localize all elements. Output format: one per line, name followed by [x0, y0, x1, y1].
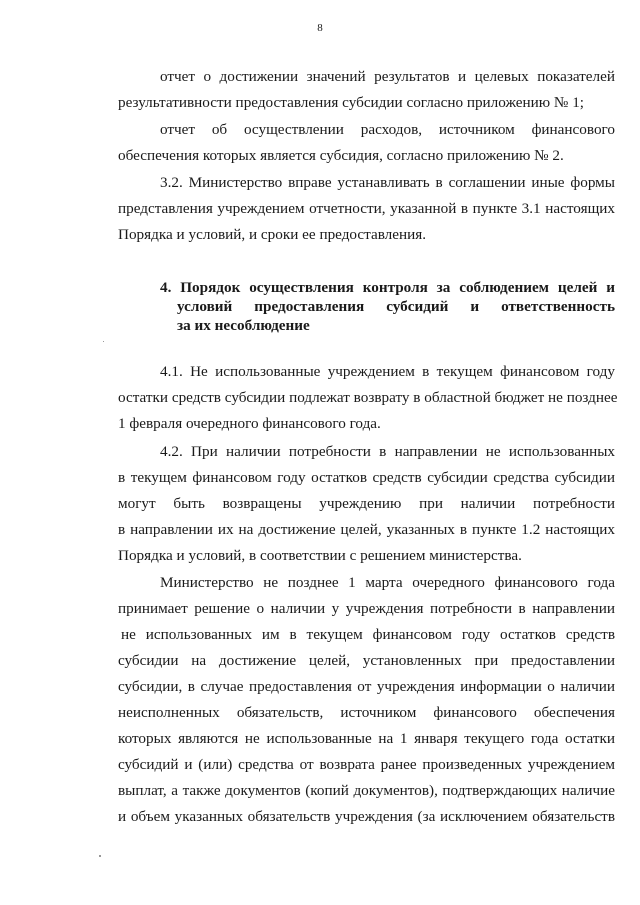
text-line: не использованных им в текущем финансовом году остатков средств	[121, 626, 615, 643]
text-line: в текущем финансовом году остатков средств субсидии средства субсидии	[118, 469, 615, 486]
text-line: Порядка и условий, в соответствии с решением министерства.	[118, 547, 522, 564]
text-line: 3.2. Министерство вправе устанавливать в соглашении иные формы	[160, 174, 615, 191]
text-line: отчет об осуществлении расходов, источником финансового	[160, 121, 615, 138]
text-line: Порядка и условий, и сроки ее предоставления.	[118, 226, 427, 243]
heading-line: за их несоблюдение	[177, 317, 310, 334]
text-line: выплат, а также документов (копий документов), подтверждающих наличие	[118, 782, 615, 799]
text-line: Министерство не позднее 1 марта очередного финансового года	[160, 574, 615, 591]
text-line: неисполненных обязательств, источником финансового обеспечения	[118, 704, 615, 721]
text-line: субсидии на достижение целей, установленных при предоставлении	[118, 652, 615, 669]
text-line: отчет о достижении значений результатов и целевых показателей	[160, 68, 615, 85]
text-line: могут быть возвращены учреждению при наличии потребности	[118, 495, 615, 512]
text-line: субсидий и (или) средства от возврата ранее произведенных учреждением	[118, 756, 615, 773]
text-line: и объем указанных обязательств учреждения (за исключением обязательств	[118, 808, 615, 825]
page-number: 8	[317, 22, 323, 34]
text-line: остатки средств субсидии подлежат возврату в областной бюджет не позднее	[118, 389, 618, 406]
scan-speck	[103, 341, 104, 342]
text-line: субсидии, в случае предоставления от учреждения информации о наличии	[118, 678, 615, 695]
text-line: результативности предоставления субсидии согласно приложению № 1;	[118, 94, 585, 111]
text-line: в направлении их на достижение целей, указанных в пункте 1.2 настоящих	[118, 521, 615, 538]
heading-line: условий предоставления субсидий и ответственность	[177, 298, 615, 315]
text-line: которых являются не использованные на 1 января текущего года остатки	[118, 730, 615, 747]
text-line: представления учреждением отчетности, указанной в пункте 3.1 настоящих	[118, 200, 615, 217]
scan-speck	[99, 855, 101, 857]
text-line: 1 февраля очередного финансового года.	[118, 415, 381, 432]
text-line: обеспечения которых является субсидия, согласно приложению № 2.	[118, 147, 564, 164]
text-line: 4.2. При наличии потребности в направлении не использованных	[160, 443, 615, 460]
heading-line: 4. Порядок осуществления контроля за соблюдением целей и	[160, 279, 615, 296]
text-line: 4.1. Не использованные учреждением в текущем финансовом году	[160, 363, 615, 380]
text-line: принимает решение о наличии у учреждения потребности в направлении	[118, 600, 615, 617]
